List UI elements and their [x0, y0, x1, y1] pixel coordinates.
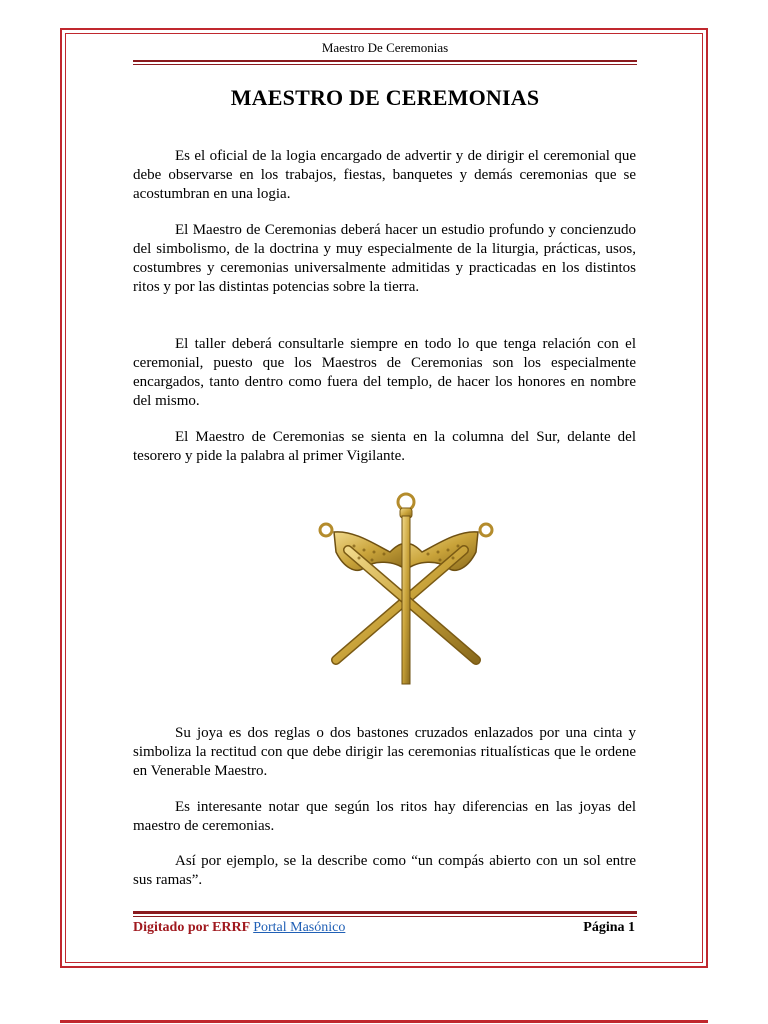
paragraph-5: Su joya es dos reglas o dos bastones cruzados enlazados por una cinta y simboliza la rectitud con que debe dirigir las ceremonias ritualísticas que le ordene en Venerable Maestro. — [133, 725, 636, 779]
footer-rule-thin — [133, 916, 637, 917]
next-page-border — [60, 1020, 708, 1023]
paragraph-4: El Maestro de Ceremonias se sienta en la columna del Sur, delante del tesorero y pide la palabra al primer Vigilante. — [133, 429, 636, 464]
footer-rule — [133, 911, 637, 914]
header-rule-thin — [133, 64, 637, 65]
page-number: Página 1 — [583, 920, 635, 935]
footer-credit-text: Digitado por ERRF — [133, 920, 250, 935]
paragraph-7: Así por ejemplo, se la describe como “un compás abierto con un sol entre sus ramas”. — [133, 853, 636, 888]
footer-credit — [133, 920, 345, 936]
running-header: Maestro De Ceremonias — [321, 40, 449, 55]
paragraph-6: Es interesante notar que según los ritos hay diferencias en las joyas del maestro de ceremonias. — [133, 799, 636, 834]
paragraph-3: El taller deberá consultarle siempre en todo lo que tenga relación con el ceremonial, puesto que los Maestros de Ceremonias son los especialmente encargados, tanto dentro como fuera del templo, de hacer los honores en nombre del mismo. — [133, 336, 636, 409]
portal-masonico-link[interactable]: Portal Masónico — [253, 920, 346, 935]
crossed-swords-jewel-icon — [314, 490, 498, 686]
paragraph-2: El Maestro de Ceremonias deberá hacer un estudio profundo y concienzudo del simbolismo, de la doctrina y muy especialmente de la liturgia, prácticas, usos, costumbres y ceremonias universalmente admitidas y practicadas en los distintos ritos y por las distintas potencias sobre la tierra. — [133, 222, 636, 295]
paragraph-1: Es el oficial de la logia encargado de advertir y de dirigir el ceremonial que debe observarse en los trabajos, fiestas, banquetes y demás ceremonias que se acostumbran en una logia. — [133, 148, 636, 202]
header-rule — [133, 60, 637, 62]
page-title: MAESTRO DE CEREMONIAS — [230, 85, 540, 110]
